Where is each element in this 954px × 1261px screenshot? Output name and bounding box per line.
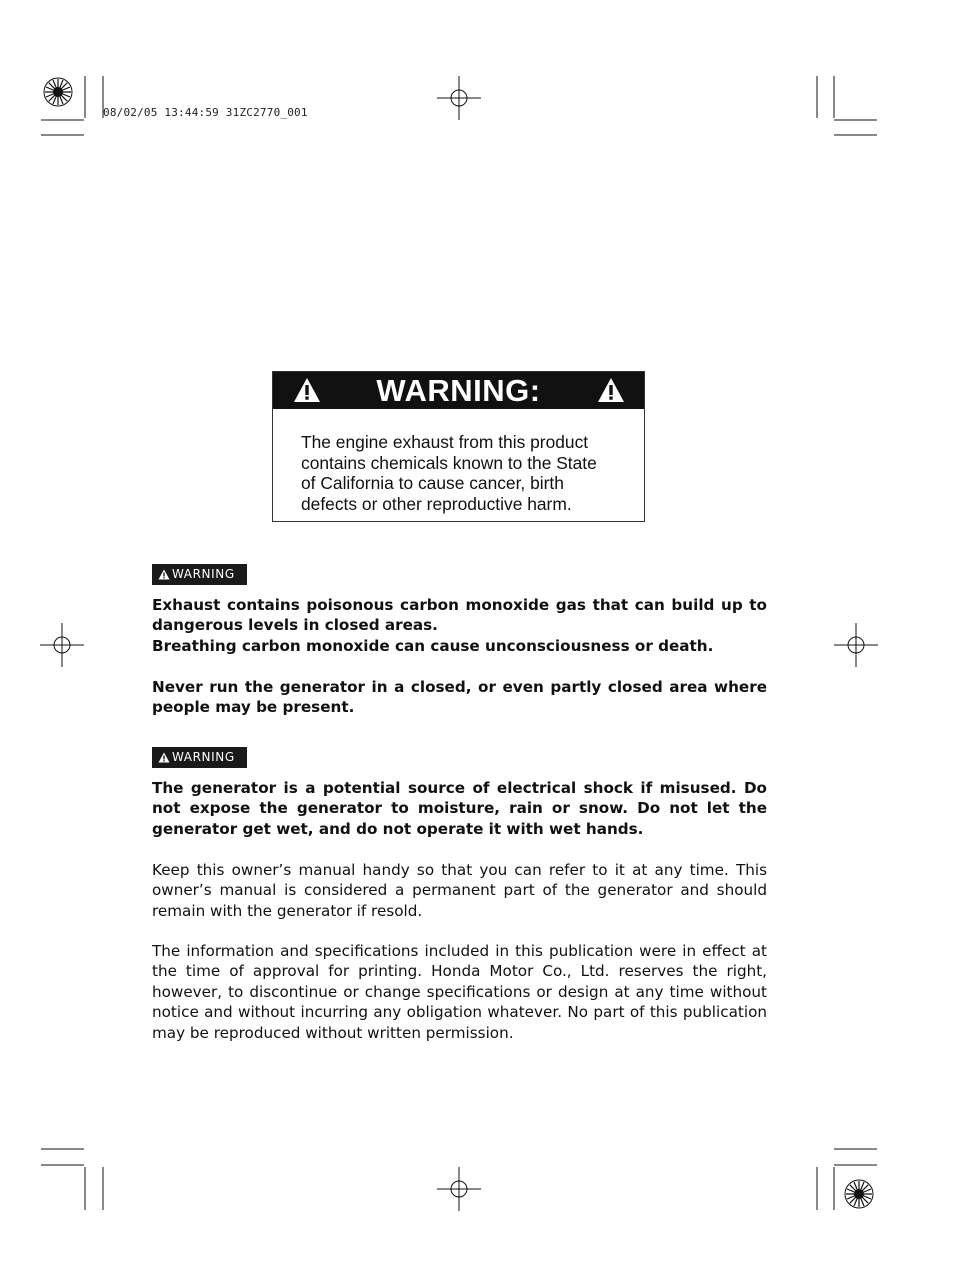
prop65-line: contains chemicals known to the State xyxy=(301,452,597,473)
starburst-target-bottom-right xyxy=(845,1180,873,1208)
co-warning-text: Exhaust contains poisonous carbon monoxide gas that can build up to dangerous levels in closed areas. xyxy=(152,596,767,635)
prop65-header xyxy=(273,372,644,409)
manual-handy-paragraph: Keep this owner’s manual handy so that you can refer to it at any time. This owner’s manual is considered a permanent part of the generator and should remain with the generator if resold. xyxy=(152,861,767,920)
warning-badge-label: WARNING xyxy=(172,567,235,581)
co-warning-never-run: Never run the generator in a closed, or even partly closed area where people may be present. xyxy=(152,678,767,717)
warning-triangle-icon xyxy=(158,569,170,580)
prop65-line: The engine exhaust from this product xyxy=(301,432,589,452)
specifications-notice-paragraph: The information and specifications included in this publication were in effect at the time of approval for printing. Honda Motor Co., Ltd. reserves the right, however, to discontinue or change specifications or design at any time without notice and without incurring any obligation whatever. No part of this publication may be reproduced without written permission. xyxy=(152,942,767,1042)
prop65-warning-box xyxy=(272,371,645,522)
registration-crosshair-right xyxy=(834,623,878,667)
prop65-title: WARNING: xyxy=(376,373,541,408)
warning-badge xyxy=(152,564,247,585)
registration-crosshair-top xyxy=(437,76,481,120)
prop65-line: defects or other reproductive harm. xyxy=(301,493,572,514)
print-timestamp: 08/02/05 13:44:59 31ZC2770_001 xyxy=(103,106,308,119)
registration-crosshair-bottom xyxy=(437,1167,481,1211)
warning-triangle-icon xyxy=(597,377,625,403)
warning-badge xyxy=(152,747,247,768)
registration-crosshair-left xyxy=(40,623,84,667)
prop65-line: of California to cause cancer, birth xyxy=(301,473,564,493)
co-warning-paragraph xyxy=(152,595,767,656)
co-warning-text: Breathing carbon monoxide can cause unconsciousness or death. xyxy=(152,636,714,655)
warning-badge-label: WARNING xyxy=(172,750,235,764)
warning-triangle-icon xyxy=(158,752,170,763)
starburst-target-top-left xyxy=(44,78,72,106)
prop65-text xyxy=(301,432,636,514)
shock-warning-paragraph: The generator is a potential source of electrical shock if misused. Do not expose the generator to moisture, rain or snow. Do not let the generator get wet, and do not operate it with wet hands. xyxy=(152,779,767,838)
